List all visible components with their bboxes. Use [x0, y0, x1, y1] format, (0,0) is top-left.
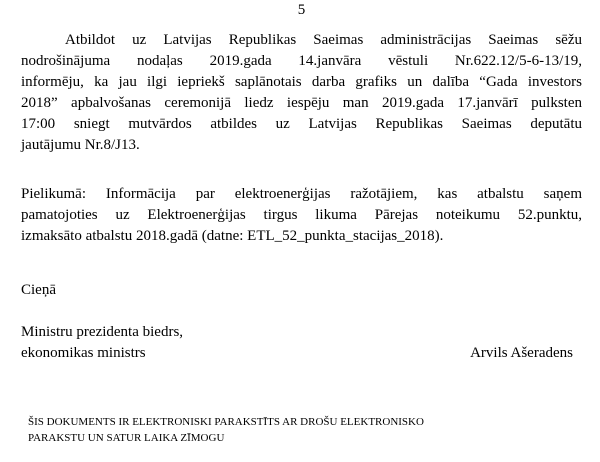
signer-row: [21, 343, 582, 364]
text-line: Atbildot uz Latvijas Republikas Saeimas administrācijas Saeimas sēžu: [65, 32, 582, 48]
text-line: nodrošinājuma nodaļas 2019.gada 14.janvāra vēstuli Nr.622.12/5-6-13/19,: [21, 53, 582, 69]
text-line: Pielikumā: Informācija par elektroenerģijas ražotājiem, kas atbalstu saņem: [21, 186, 582, 202]
text-line: izmaksāto atbalstu 2018.gadā (datne: ETL_52_punkta_stacijas_2018).: [21, 228, 444, 244]
closing-salutation: Cieņā: [21, 282, 56, 298]
text-line: 17:00 sniegt mutvārdos atbildes uz Latvijas Republikas Saeimas deputātu: [21, 116, 582, 132]
page-number: 5: [297, 2, 306, 18]
text-line: PARAKSTU UN SATUR LAIKA ZĪMOGU: [28, 432, 225, 444]
text-line: informēju, ka jau ilgi iepriekš saplānotais darba grafiks un dalība “Gada investors: [21, 74, 582, 90]
signer-title-line2: ekonomikas ministrs: [21, 345, 146, 361]
paragraph-response: [21, 30, 582, 156]
text-line: pamatojoties uz Elektroenerģijas tirgus likuma Pārejas noteikumu 52.punktu,: [21, 207, 582, 223]
signer-title-line1: Ministru prezidenta biedrs,: [21, 324, 184, 340]
text-line: 2018” apbalvošanas ceremonijā liedz iespēju man 2019.gada 17.janvārī pulksten: [21, 95, 582, 111]
text-line: jautājumu Nr.8/J13.: [21, 137, 140, 153]
signature-block: [21, 322, 582, 364]
signer-name: Arvils Ašeradens: [470, 345, 573, 361]
esignature-notice: [21, 414, 582, 446]
paragraph-attachment: [21, 184, 582, 247]
text-line: ŠIS DOKUMENTS IR ELEKTRONISKI PARAKSTĪTS AR DROŠU ELEKTRONISKO: [28, 416, 424, 428]
